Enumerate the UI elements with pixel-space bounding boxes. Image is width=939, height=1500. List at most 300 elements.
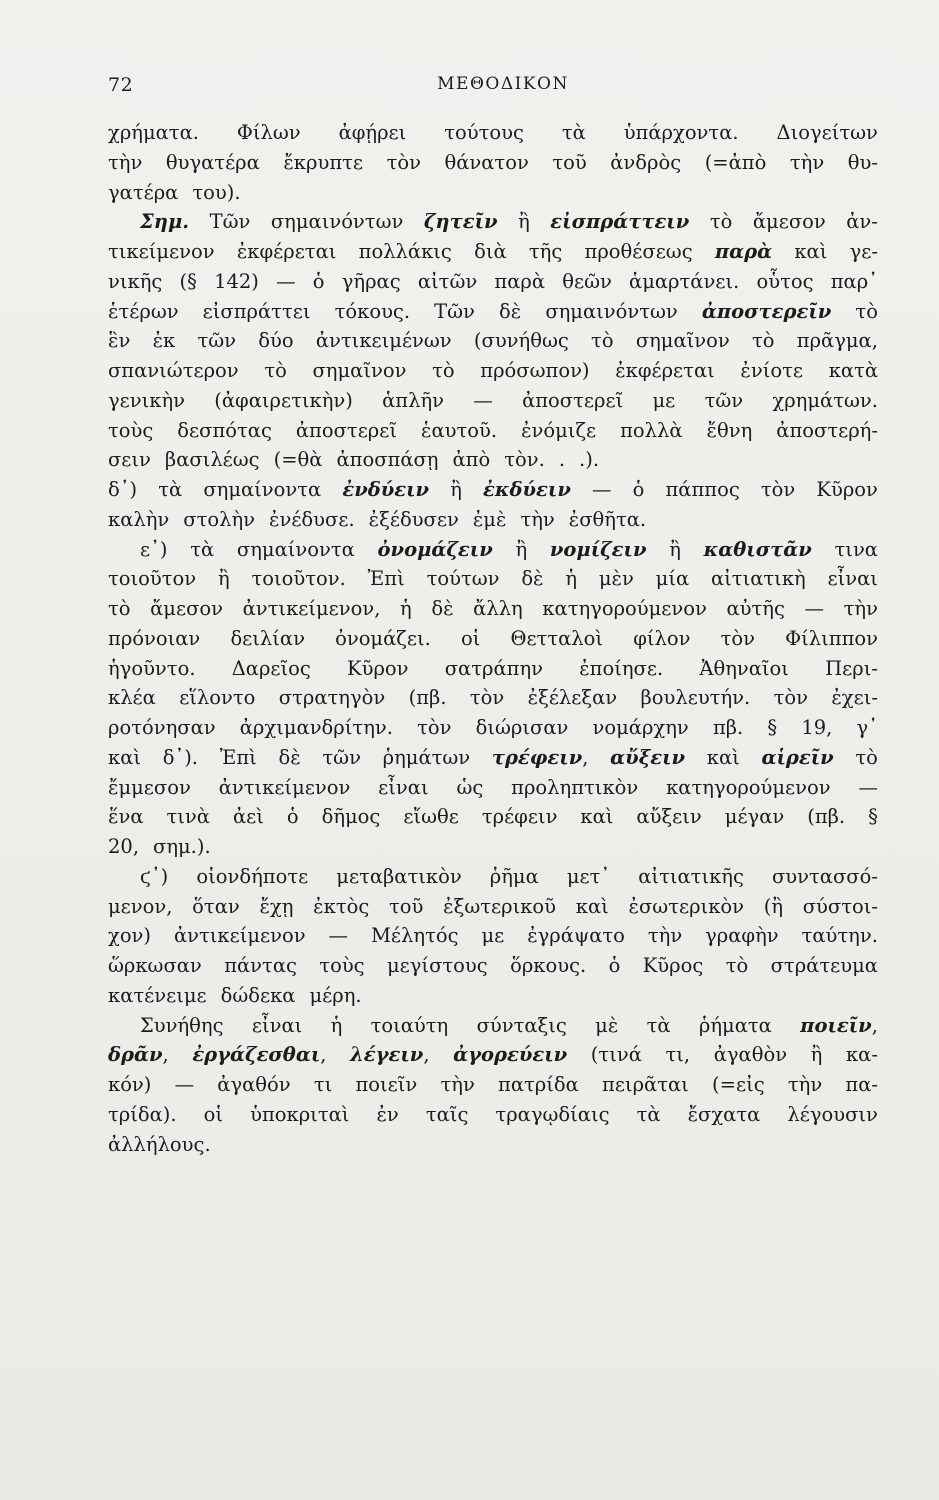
word-part: πρᾶγμα, <box>796 329 878 353</box>
word <box>251 564 345 594</box>
word <box>329 921 349 951</box>
word-part: ἐσωτερικὸν <box>628 894 744 918</box>
word <box>108 951 202 981</box>
word-part: (ἢ <box>763 894 784 918</box>
word-part: Ἐπὶ <box>367 567 405 591</box>
word-part: (=εἰς <box>712 1073 765 1096</box>
word-part: στρατηγὸν <box>278 686 386 710</box>
word <box>595 1011 618 1041</box>
word-part: σπανιώτερον <box>108 359 239 382</box>
word-part: ἀντικειμένων <box>315 329 452 353</box>
word <box>409 683 447 713</box>
word-part: ταῖς <box>425 1102 469 1126</box>
word <box>427 564 500 594</box>
word-part: τὸ <box>108 597 131 620</box>
text-line <box>108 564 878 594</box>
text-line <box>108 951 878 981</box>
word <box>705 386 744 416</box>
word-part: τὸ <box>591 329 614 353</box>
word-part: τὸν <box>760 478 796 501</box>
word <box>322 743 361 773</box>
word <box>232 654 311 684</box>
word <box>771 951 878 981</box>
word-part: εἰσπράττει <box>202 299 311 323</box>
word-part: , <box>871 1013 878 1037</box>
word <box>240 713 393 743</box>
word <box>153 326 176 356</box>
word <box>221 981 296 1011</box>
word <box>831 267 878 297</box>
word-part: προληπτικὸν <box>511 775 639 799</box>
word-part: οἱ <box>203 1102 224 1126</box>
word-part: μεγίστους <box>387 954 488 977</box>
word <box>565 564 577 594</box>
word <box>542 594 707 624</box>
word <box>443 892 556 922</box>
word-part: σημ.). <box>153 835 211 858</box>
word <box>761 475 795 505</box>
word-part: τῶν <box>322 745 361 769</box>
word-part: ἢ <box>518 210 530 234</box>
word-part: οὗτος <box>756 269 814 293</box>
word-part: ἑτέρων <box>108 299 179 323</box>
word-part: γενικὴν <box>108 388 185 412</box>
word-part: πα- <box>845 1073 878 1096</box>
word <box>653 386 676 416</box>
word-part: ὀνομάζει. <box>335 626 431 650</box>
word-part: Φίλιππον <box>785 626 878 650</box>
word <box>707 743 740 773</box>
word <box>764 892 783 922</box>
word-part: ἡγοῦντο. <box>108 656 196 680</box>
text-line <box>108 892 878 922</box>
word-part: τι <box>313 1073 333 1096</box>
word-part: κα- <box>845 1043 878 1067</box>
word-part: τούτους <box>444 121 524 144</box>
bold-term: παρὰ <box>714 240 773 263</box>
word <box>504 445 545 475</box>
word-part: — <box>591 478 612 501</box>
word <box>725 802 784 832</box>
page-header <box>108 74 878 102</box>
word-part: τινα <box>834 537 878 561</box>
word <box>108 267 162 297</box>
word <box>521 564 543 594</box>
word-part: τὸ <box>752 329 775 353</box>
word-part: (τινά <box>590 1043 642 1067</box>
word-part: τὸν <box>386 150 421 174</box>
word <box>845 1070 878 1100</box>
word-part: — <box>473 388 493 412</box>
word <box>641 683 751 713</box>
text-line <box>108 1130 878 1160</box>
word-part: εἶναι <box>827 567 878 591</box>
word <box>461 624 480 654</box>
word-part: ἀντικείμενον <box>173 924 306 948</box>
word <box>787 1100 878 1130</box>
bold-term: ἐνδύειν <box>342 478 430 501</box>
word <box>790 148 824 178</box>
word-part: τῆς <box>528 240 563 263</box>
word-part: αὐτῆς <box>726 597 785 620</box>
word-part: ἡ <box>330 1013 343 1037</box>
word-part: τὴν <box>520 507 555 531</box>
word-part: τὴν <box>647 924 683 948</box>
word <box>599 564 634 594</box>
word-part: Τῶν <box>209 210 251 234</box>
word-part: τῶν <box>704 388 744 412</box>
word-part: τι, <box>665 1043 691 1067</box>
word-part: τὸν <box>773 686 808 710</box>
word-part: γραφὴν <box>705 924 779 948</box>
word <box>274 445 323 475</box>
word <box>510 951 586 981</box>
word <box>371 1011 449 1041</box>
word-part: ὡς <box>456 775 484 799</box>
word-part: τῶν <box>197 329 237 353</box>
word <box>498 1070 579 1100</box>
word <box>482 802 558 832</box>
word-part: πρόσωπον) <box>480 359 590 382</box>
word <box>569 505 646 535</box>
word <box>846 207 878 237</box>
word <box>715 237 772 267</box>
word <box>580 802 613 832</box>
word-part: με <box>481 924 505 948</box>
word-part: παρὰ <box>494 269 546 293</box>
word-part: 20, <box>108 835 140 858</box>
word <box>494 267 545 297</box>
bold-term: ἐργάζεσθαι <box>192 1043 321 1067</box>
word-part: (πβ. <box>408 686 447 710</box>
word-part: ἀποστερεῖ <box>295 418 398 442</box>
word-part: δὲ <box>431 597 454 620</box>
word-part: θυγατέρα <box>165 150 260 174</box>
word-part: πάντας <box>224 954 297 977</box>
word-part: ἐσθῆτα. <box>568 507 647 531</box>
word <box>452 445 490 475</box>
word-part: ἀλλήλους. <box>108 1132 211 1156</box>
word <box>250 1100 349 1130</box>
word <box>710 207 733 237</box>
word <box>203 297 311 327</box>
word <box>803 892 878 922</box>
word-part: § <box>868 805 878 829</box>
word-part: μεταβατικὸν <box>336 864 462 888</box>
word-part: τὴν <box>787 1073 823 1096</box>
word-part: (§ <box>179 269 197 293</box>
word-part: τὴν <box>108 150 143 174</box>
text-line <box>108 802 878 832</box>
word-part: αἰτιατικὴ <box>710 567 806 591</box>
word <box>204 1100 223 1130</box>
word-part: τὰ <box>646 1013 671 1037</box>
word-part: παρ᾽ <box>830 269 878 293</box>
word-part: τούτων <box>426 567 500 591</box>
word-part: στράτευμα <box>770 954 878 977</box>
word <box>369 505 459 535</box>
word <box>108 475 137 505</box>
word <box>108 921 151 951</box>
word <box>313 267 325 297</box>
word <box>772 862 878 892</box>
word <box>314 1070 332 1100</box>
word <box>637 1100 661 1130</box>
word <box>785 624 878 654</box>
word-part: (συνήθως <box>473 329 569 353</box>
word <box>108 624 200 654</box>
word-part: — <box>276 269 296 293</box>
word-part: κόν) <box>108 1073 152 1096</box>
word <box>322 802 381 832</box>
word <box>190 535 214 565</box>
bold-term: ἐκδύειν <box>483 478 571 501</box>
word-part: καὶ <box>580 805 614 829</box>
word-part: οἱονδήποτε <box>196 864 309 888</box>
word <box>158 475 182 505</box>
word <box>633 475 645 505</box>
word <box>473 594 523 624</box>
word-part: ἔθνη <box>706 418 753 442</box>
word <box>688 1100 761 1130</box>
word-part: αὔξειν <box>636 805 702 829</box>
text-line <box>108 326 878 356</box>
word <box>473 386 493 416</box>
word-part: τοῦ <box>389 894 424 918</box>
word-part: ἢ <box>217 567 230 591</box>
word-part: σημαῖνον <box>635 329 730 353</box>
word-part: ἄμεσον <box>150 597 223 620</box>
word-part: δὲ <box>499 299 522 323</box>
word <box>313 356 407 386</box>
bold-term: ἀγορεύειν <box>453 1043 568 1067</box>
word <box>473 505 507 535</box>
word-part: τόκους. <box>334 299 411 323</box>
word-part: τραγῳδίαις <box>495 1102 610 1126</box>
word-part: ροτόνησαν <box>108 716 216 739</box>
word-part: ἐκφέρεται <box>236 240 337 263</box>
word-part: τὴν <box>843 597 878 620</box>
word <box>371 921 459 951</box>
text-line <box>108 386 878 416</box>
word-part: 142) <box>214 269 259 293</box>
word-part: τὸ <box>725 954 749 977</box>
word <box>219 773 351 803</box>
word <box>638 862 744 892</box>
word <box>108 326 130 356</box>
word <box>108 654 196 684</box>
word-part: ὑπάρχοντα. <box>623 121 739 144</box>
word <box>335 297 410 327</box>
word <box>108 1100 177 1130</box>
word-part: αἰτῶν <box>417 269 478 293</box>
word <box>562 118 586 148</box>
word-part: δὲ <box>278 745 301 769</box>
word <box>850 237 878 267</box>
bold-term: αἱρεῖν <box>761 745 834 769</box>
word <box>108 832 139 862</box>
word <box>585 237 693 267</box>
word <box>210 207 251 237</box>
word-part: μενον, <box>108 894 173 918</box>
word-part: σημαίνοντα <box>203 478 322 501</box>
word-part: μετ᾽ <box>566 864 611 888</box>
word <box>264 356 287 386</box>
word-part: , <box>320 1043 327 1067</box>
word <box>609 951 621 981</box>
word <box>579 654 663 684</box>
word <box>378 773 428 803</box>
word <box>283 148 363 178</box>
bold-term: λέγειν <box>350 1043 424 1067</box>
text-line <box>108 356 878 386</box>
word-part: τοιαύτη <box>370 1013 449 1037</box>
word <box>140 862 168 892</box>
word-part: κατηγορούμενον <box>666 775 831 799</box>
word-part: (πβ. <box>807 805 846 829</box>
word-part: γ᾽ <box>856 716 878 739</box>
word-part: γε- <box>849 240 878 263</box>
word-part: λέγουσιν <box>787 1102 878 1126</box>
word <box>166 148 260 178</box>
word <box>529 237 562 267</box>
word-part: τὸ <box>432 359 455 382</box>
text-line <box>108 297 878 327</box>
word-part: με <box>652 388 676 412</box>
word-part: ἀν- <box>846 210 878 234</box>
word <box>140 207 189 237</box>
word-part: § <box>767 716 778 739</box>
word <box>579 445 599 475</box>
word <box>629 267 739 297</box>
text-line <box>108 207 878 237</box>
word-part: κλέα <box>108 686 156 710</box>
bold-term: εἰσπράττειν <box>550 210 690 234</box>
word-part: καλὴν <box>108 507 170 531</box>
word <box>383 743 471 773</box>
word-part: ἡ <box>565 567 578 591</box>
word <box>108 981 207 1011</box>
word <box>753 207 826 237</box>
word-part: σατράπην <box>444 656 543 680</box>
word <box>389 892 423 922</box>
word <box>805 594 825 624</box>
word <box>276 267 296 297</box>
word-part: πρόνοιαν <box>108 626 201 650</box>
word <box>175 1070 195 1100</box>
word <box>848 148 878 178</box>
text-line <box>108 178 878 208</box>
word-part: φίλον <box>633 626 691 650</box>
word-part: ἐξέλεξαν <box>527 686 618 710</box>
word <box>192 892 240 922</box>
word-part: . <box>558 448 566 472</box>
text-line <box>108 713 878 743</box>
word <box>445 654 543 684</box>
word-part: (=θὰ <box>273 448 323 472</box>
word <box>108 773 191 803</box>
running-title: ΜΕΘΟΔΙΚΟΝ <box>437 74 569 94</box>
word-part: δεσπότας <box>177 418 272 442</box>
word <box>474 326 569 356</box>
word <box>252 1011 302 1041</box>
word-part: — <box>328 924 349 948</box>
word-part: ἐνέδυσε. <box>269 507 355 531</box>
word-part: Περι- <box>825 656 878 680</box>
word <box>165 445 260 475</box>
word <box>576 892 609 922</box>
word <box>331 1011 343 1041</box>
word <box>615 356 715 386</box>
word-part: μὲν <box>598 567 634 591</box>
word <box>336 445 438 475</box>
word <box>197 326 236 356</box>
word <box>108 564 196 594</box>
word <box>287 802 299 832</box>
word-part: Κῦρον <box>347 656 409 680</box>
word <box>378 535 493 565</box>
word-part: αἰτιατικῆς <box>638 864 744 888</box>
word-part: σημαῖνον <box>312 359 407 382</box>
word-part: ἐποίησε. <box>579 656 664 680</box>
word <box>376 1100 398 1130</box>
word <box>528 683 618 713</box>
word-part: ἢ <box>450 478 462 501</box>
word-part: θυ- <box>847 150 878 174</box>
word <box>816 475 877 505</box>
word-part: Διογείτων <box>776 121 878 144</box>
word-part: ὅρκους. <box>510 954 587 977</box>
text-line <box>108 832 878 862</box>
word <box>629 892 744 922</box>
word-part: ἐχει- <box>831 686 878 710</box>
word <box>707 416 753 446</box>
word <box>230 624 305 654</box>
word <box>643 951 704 981</box>
word-part: — <box>804 597 825 620</box>
word-part: ἐκτὸς <box>313 894 370 918</box>
word <box>811 1040 823 1070</box>
word-part: τὸ <box>264 359 287 382</box>
word <box>179 683 255 713</box>
word-part: , <box>162 1043 169 1067</box>
word-part: προθέσεως <box>584 240 693 263</box>
bold-term: ὀνομάζειν <box>377 537 493 561</box>
word <box>522 386 623 416</box>
word-part: ταύτην. <box>801 924 878 948</box>
word <box>335 624 431 654</box>
word-part: ἢ <box>810 1043 823 1067</box>
body-text <box>108 118 878 1159</box>
word <box>499 297 521 327</box>
word-part: βουλευτήν. <box>640 686 751 710</box>
word <box>829 356 878 386</box>
word <box>665 475 739 505</box>
word <box>495 1100 609 1130</box>
text-line <box>108 921 878 951</box>
word-part: τοιοῦτον. <box>251 567 346 591</box>
word <box>483 475 571 505</box>
word <box>705 921 778 951</box>
word <box>220 743 257 773</box>
word-part: ἢ <box>669 537 681 561</box>
word <box>431 594 453 624</box>
word <box>342 475 429 505</box>
word-part: πάππος <box>665 478 740 501</box>
word-part: σημαινόντων <box>545 299 678 323</box>
bold-term: τρέφειν <box>491 745 583 769</box>
word-part: βασιλέως <box>164 448 260 472</box>
